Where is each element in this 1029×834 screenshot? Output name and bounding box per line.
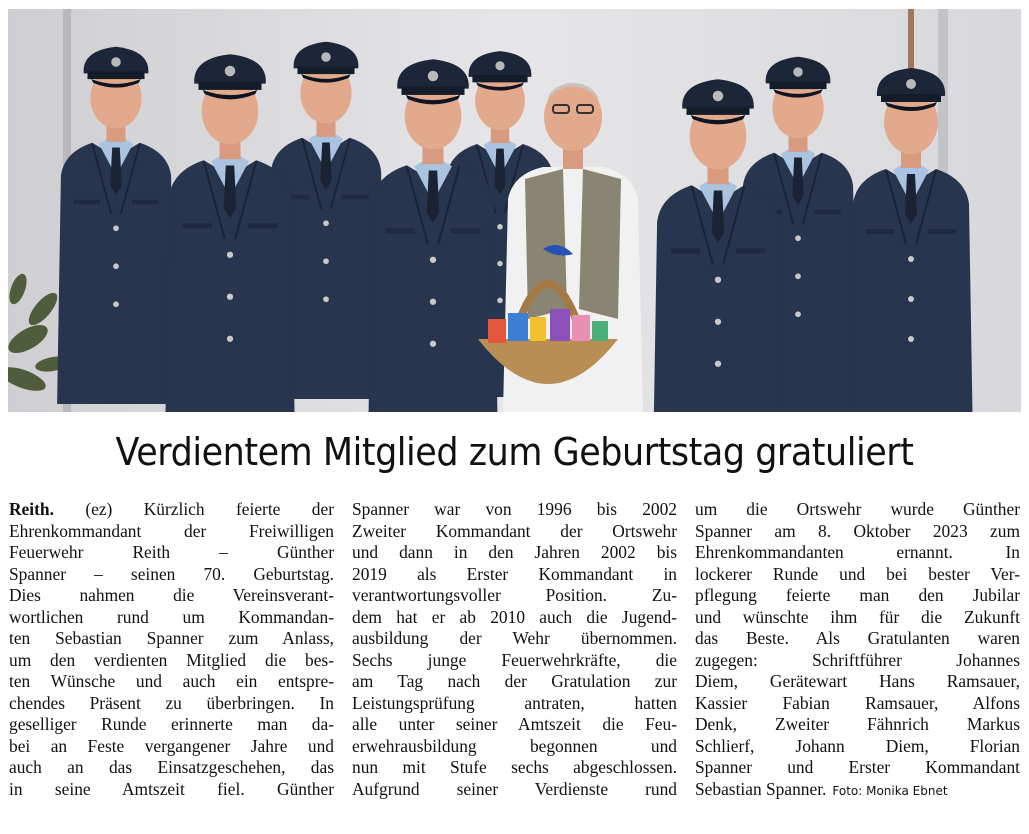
text-line: lockerer Runde und bei bester Ver-	[695, 563, 1020, 584]
text-line: nun mit Stufe sechs abgeschlossen.	[352, 757, 677, 777]
text-line: Spanner – seinen 70. Geburtstag.	[9, 563, 334, 584]
text-line: zugegen: Schriftführer Johannes	[695, 649, 1020, 670]
text-line: ten Sebastian Spanner zum Anlass,	[9, 628, 334, 648]
text-line: chendes Präsent zu überbringen. In	[9, 692, 334, 713]
text-line: Leistungsprüfung antraten, hatten	[352, 692, 677, 713]
text-line: Ehrenkommandant der Freiwilligen	[9, 520, 334, 541]
text-line: um den verdienten Mitglied die bes-	[9, 649, 334, 670]
group-photo	[8, 9, 1021, 412]
text-line: Dies nahmen die Vereinsverant-	[9, 585, 334, 605]
text-line: auch an das Einsatzgeschehen, das	[9, 757, 334, 777]
article-column-1: Reith. (ez) Kürzlich feierte der Ehrenkommandant der Freiwilligen Feuerwehr Reith – Günther Spanner – seinen 70. Geburtstag. Dies nahmen die Vereinsverant- wortlichen rund um Kommandan- ten Sebastian Spanner zum Anlass, um den verdienten Mitglied die bes- ten Wünsche und auch ein entspre- chendes Präsent zu überbringen. In geselliger Runde erinnerte man da- bei an Feste vergangener Jahre und auch an das Einsatzgeschehen, das in seine Amtszeit fiel. Günther	[9, 499, 334, 799]
text-line: wortlichen rund um Kommandan-	[9, 606, 334, 627]
text-line: ten Wünsche und auch ein entspre-	[9, 671, 334, 691]
text-line: Denk, Zweiter Fähnrich Markus	[695, 714, 1020, 734]
text-line: Diem, Gerätewart Hans Ramsauer,	[695, 671, 1020, 691]
text-line: Spanner am 8. Oktober 2023 zum	[695, 520, 1020, 541]
text-line: das Beste. Als Gratulanten waren	[695, 628, 1020, 648]
text-line: und dann in den Jahren 2002 bis	[352, 542, 677, 562]
text-line: ausbildung der Wehr übernommen.	[352, 628, 677, 648]
text-line: Aufgrund seiner Verdienste rund	[352, 778, 677, 799]
text-line: 2019 als Erster Kommandant in	[352, 563, 677, 584]
text-line: Spanner war von 1996 bis 2002	[352, 499, 677, 519]
article-column-3	[695, 499, 1020, 800]
text-line: in seine Amtszeit fiel. Günther	[9, 778, 334, 799]
text-line: erwehrausbildung begonnen und	[352, 735, 677, 756]
text-line: geselliger Runde erinnerte man da-	[9, 714, 334, 734]
article-column-2	[352, 499, 677, 800]
text-line: Sechs junge Feuerwehrkräfte, die	[352, 649, 677, 670]
text-line: alle unter seiner Amtszeit die Feu-	[352, 714, 677, 734]
text-line: Schlierf, Johann Diem, Florian	[695, 735, 1020, 756]
text-line: Kassier Fabian Ramsauer, Alfons	[695, 692, 1020, 713]
photo-credit: Foto: Monika Ebnet	[832, 783, 948, 798]
text-line: verantwortungsvoller Position. Zu-	[352, 585, 677, 605]
text-line: dem hat er ab 2010 auch die Jugend-	[352, 606, 677, 627]
text-line: Zweiter Kommandant der Ortswehr	[352, 520, 677, 541]
article-headline: Verdientem Mitglied zum Geburtstag gratuliert	[115, 430, 914, 474]
dateline: Reith.	[9, 499, 54, 519]
text-line: um die Ortswehr wurde Günther	[695, 499, 1020, 519]
text-line: Spanner und Erster Kommandant	[695, 757, 1020, 777]
text-line-last: Sebastian Spanner. Foto: Monika Ebnet	[695, 778, 948, 799]
text-line: Feuerwehr Reith – Günther	[9, 542, 334, 562]
text-line: und wünschte ihm für die Zukunft	[695, 606, 1020, 627]
text-line: Ehrenkommandanten ernannt. In	[695, 542, 1020, 562]
text-line: pflegung feierte man den Jubilar	[695, 585, 1020, 605]
text-line: bei an Feste vergangener Jahre und	[9, 735, 334, 756]
text-line: am Tag nach der Gratulation zur	[352, 671, 677, 691]
